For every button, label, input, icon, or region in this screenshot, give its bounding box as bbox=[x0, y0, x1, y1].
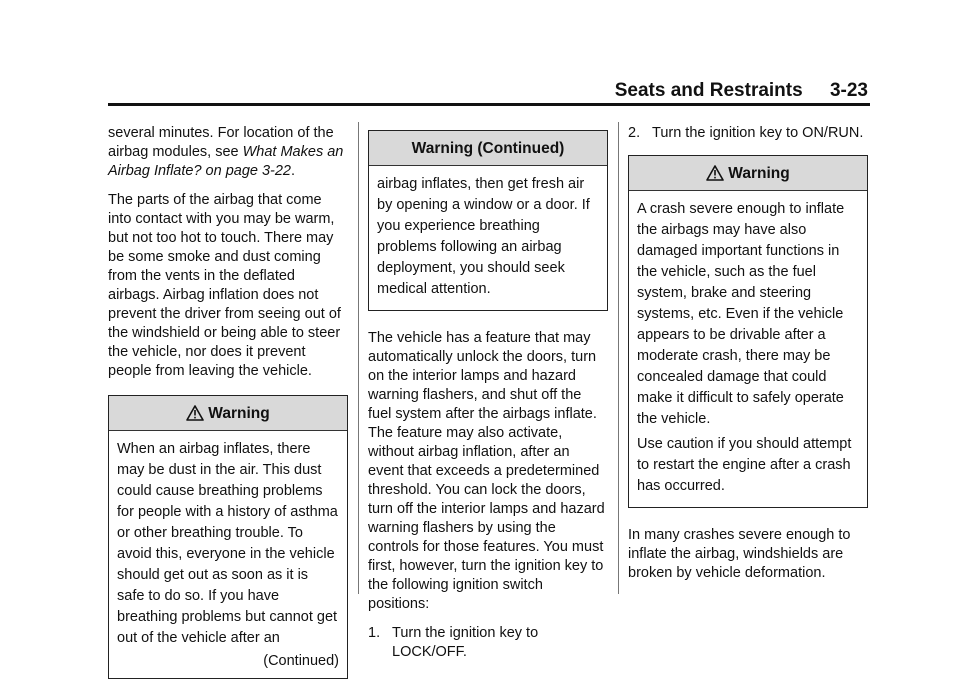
warning-body: A crash severe enough to inflate the airbags may have also damaged important functions in the vehicle, such as the fuel system, brake and steering systems, etc. Even if the vehicle appears to be drivable after a moderate crash, there may be concealed damage that could make it difficult to safely operate the vehicle. Use caution if you should attempt to restart the engine after a crash has occurred. bbox=[637, 201, 852, 494]
warning-box-crash bbox=[628, 155, 868, 508]
warning-header bbox=[369, 131, 607, 166]
column-divider-2 bbox=[618, 122, 619, 594]
continued-label: (Continued) bbox=[263, 653, 339, 669]
column-2 bbox=[368, 130, 608, 672]
paragraph-windshields: In many crashes severe enough to inflate the airbag, windshields are broken by vehicle deformation. bbox=[628, 527, 851, 581]
warning-header bbox=[109, 396, 347, 431]
cross-reference-link[interactable]: What Makes an Airbag Inflate? on page 3-22 bbox=[108, 144, 344, 179]
paragraph-airbag-parts: The parts of the airbag that come into contact with you may be warm, but not too hot to touch. There may be some smoke and dust coming from the vents in the deflated airbags. Airbag inflation does not prevent the driver from seeing out of the windshield or being able to steer the vehicle, nor does it prevent people from leaving the vehicle. bbox=[108, 192, 341, 379]
list-item-lock-off: 1. Turn the ignition key to LOCK/OFF. bbox=[368, 625, 539, 660]
warning-body: airbag inflates, then get fresh air by opening a window or a door. If you experience breathing problems following an airbag deployment, you should seek medical attention. bbox=[377, 176, 590, 297]
column-divider-1 bbox=[358, 122, 359, 594]
column-3 bbox=[628, 124, 868, 593]
warning-title: Warning bbox=[208, 405, 270, 422]
column-1 bbox=[108, 124, 348, 693]
list-item-on-run: 2. Turn the ignition key to ON/RUN. bbox=[628, 125, 864, 141]
paragraph-airbag-location: several minutes. For location of the airbag modules, see What Makes an Airbag Inflate? on page 3-22. bbox=[108, 125, 344, 179]
section-title: Seats and Restraints bbox=[614, 80, 803, 101]
warning-triangle-icon bbox=[186, 405, 204, 421]
warning-triangle-icon bbox=[706, 165, 724, 181]
header-rule bbox=[108, 103, 870, 106]
warning-body: When an airbag inflates, there may be dust in the air. This dust could cause breathing problems for people with a history of asthma or other breathing trouble. To avoid this, everyone in the vehicle should get out as soon as it is safe to do so. If you have breathing problems but cannot get out of the vehicle after an (Continued) bbox=[109, 431, 347, 678]
warning-box-continued bbox=[368, 130, 608, 311]
warning-title: Warning (Continued) bbox=[411, 140, 565, 157]
page-header bbox=[500, 80, 868, 102]
warning-box-dust bbox=[108, 395, 348, 679]
warning-title: Warning bbox=[728, 165, 790, 182]
page-number: 3-23 bbox=[829, 80, 868, 101]
warning-header bbox=[629, 156, 867, 191]
paragraph-unlock-feature: The vehicle has a feature that may automatically unlock the doors, turn on the interior lamps and hazard warning flashers, and shut off the fuel system after the airbags inflate. The feature may also activate, without airbag inflation, after an event that exceeds a predetermined threshold. You can lock the doors, turn off the interior lamps and hazard warning flashers by using the controls for those features. You must first, however, turn the ignition key to the following ignition switch positions: bbox=[368, 330, 605, 612]
